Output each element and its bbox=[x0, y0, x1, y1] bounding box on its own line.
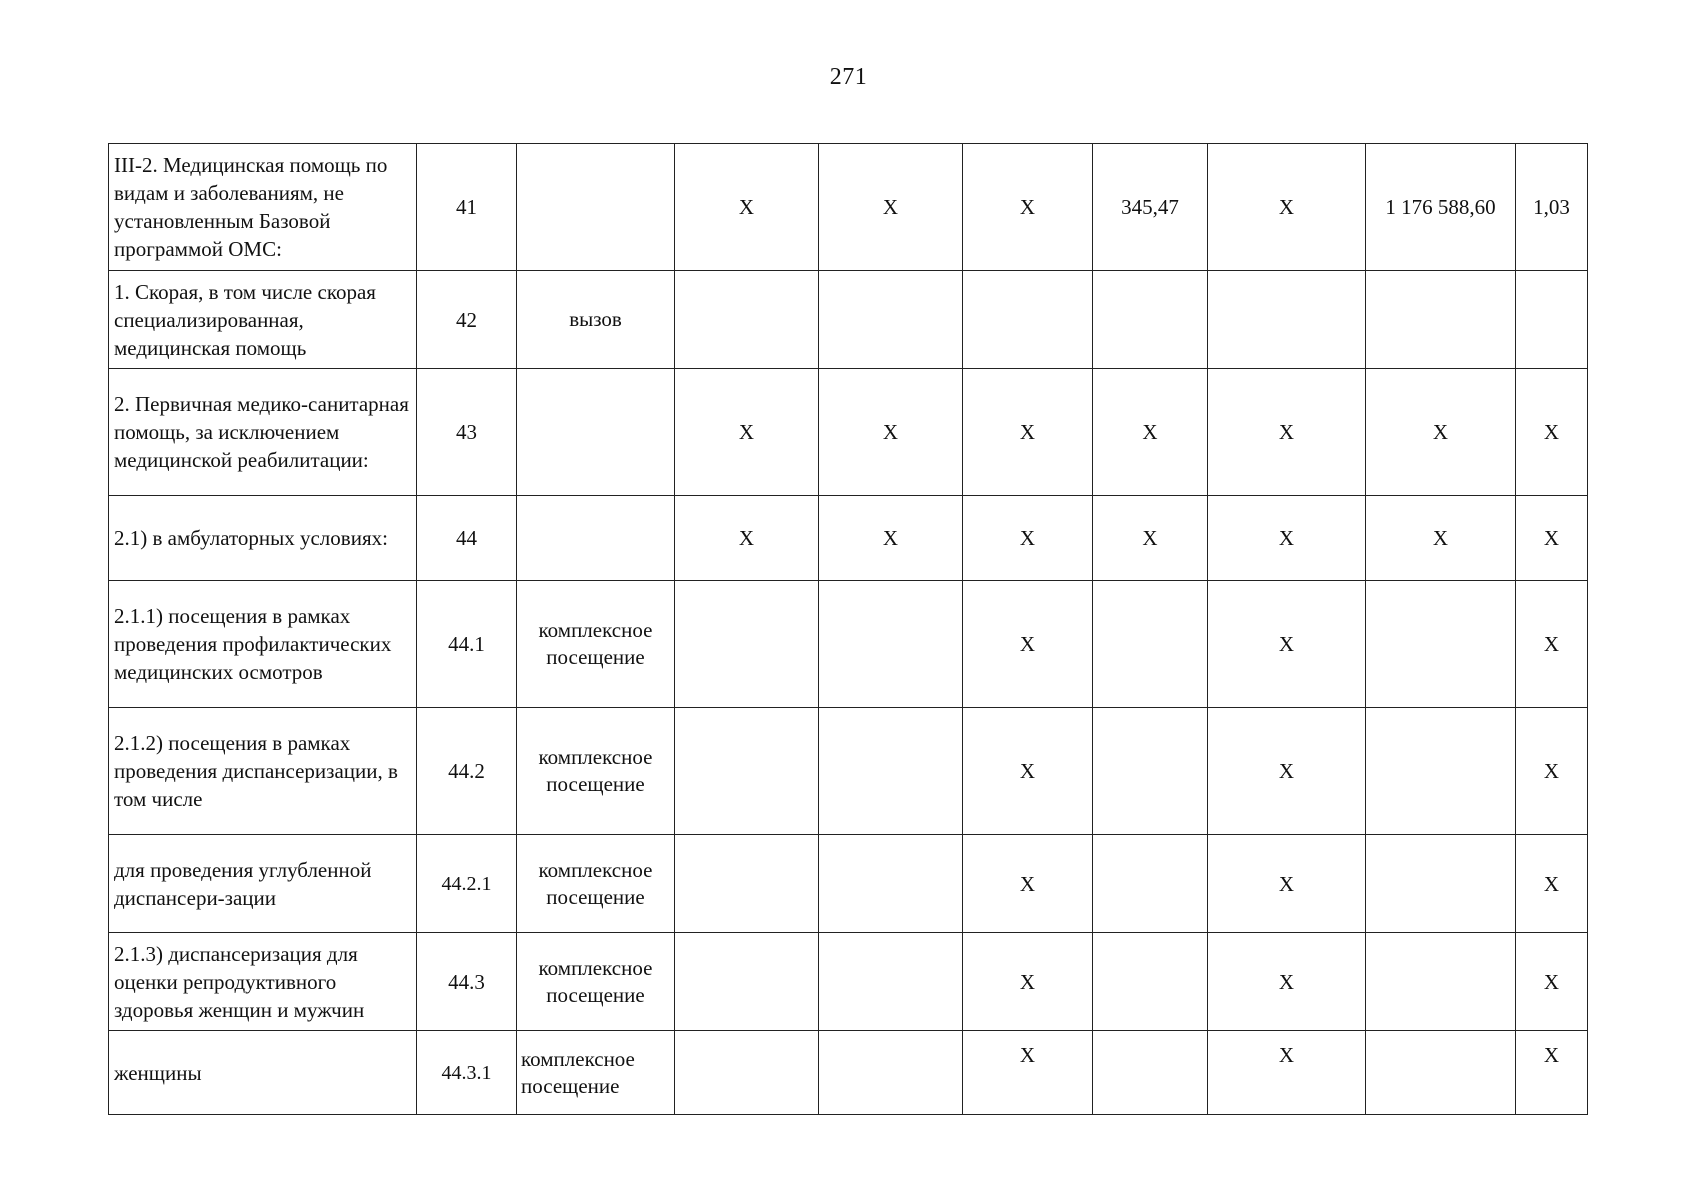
cell: Х bbox=[1208, 496, 1366, 581]
row-name: 2.1.1) посещения в рамках проведения профилактических медицинских осмотров bbox=[109, 581, 417, 708]
cell: Х bbox=[1516, 581, 1588, 708]
cell: Х bbox=[1516, 1031, 1588, 1115]
cell bbox=[1366, 271, 1516, 369]
cell: Х bbox=[1208, 933, 1366, 1031]
row-unit: комплексное посещение bbox=[517, 581, 675, 708]
cell bbox=[819, 1031, 963, 1115]
row-unit: комплексное посещение bbox=[517, 933, 675, 1031]
row-name: 2.1.2) посещения в рамках проведения диспансеризации, в том числе bbox=[109, 708, 417, 835]
cell: Х bbox=[1516, 496, 1588, 581]
cell bbox=[675, 271, 819, 369]
cell bbox=[1366, 933, 1516, 1031]
row-code: 43 bbox=[417, 369, 517, 496]
cell: Х bbox=[1208, 708, 1366, 835]
cell: Х bbox=[1093, 369, 1208, 496]
table-row bbox=[109, 496, 1588, 581]
cell: Х bbox=[819, 369, 963, 496]
row-unit bbox=[517, 144, 675, 271]
cell: Х bbox=[1516, 708, 1588, 835]
row-unit bbox=[517, 496, 675, 581]
cell: Х bbox=[675, 496, 819, 581]
cell: Х bbox=[963, 581, 1093, 708]
cell bbox=[675, 835, 819, 933]
cell: Х bbox=[675, 369, 819, 496]
row-code: 41 bbox=[417, 144, 517, 271]
row-unit: комплексное посещение bbox=[517, 835, 675, 933]
cell bbox=[1093, 271, 1208, 369]
table-row bbox=[109, 1031, 1588, 1115]
cell bbox=[1093, 1031, 1208, 1115]
cell bbox=[819, 581, 963, 708]
cell bbox=[1366, 708, 1516, 835]
cell: 1,03 bbox=[1516, 144, 1588, 271]
table-row bbox=[109, 708, 1588, 835]
cell: Х bbox=[1208, 581, 1366, 708]
cell bbox=[819, 271, 963, 369]
table-row bbox=[109, 144, 1588, 271]
cell: Х bbox=[1516, 369, 1588, 496]
cell: Х bbox=[1208, 1031, 1366, 1115]
cell: Х bbox=[819, 496, 963, 581]
cell: Х bbox=[819, 144, 963, 271]
row-code: 44 bbox=[417, 496, 517, 581]
page-number: 271 bbox=[829, 64, 868, 90]
cell: Х bbox=[963, 933, 1093, 1031]
row-code: 42 bbox=[417, 271, 517, 369]
cell: Х bbox=[1208, 835, 1366, 933]
cell bbox=[675, 708, 819, 835]
cell bbox=[1208, 271, 1366, 369]
cell: Х bbox=[963, 496, 1093, 581]
cell: Х bbox=[1208, 144, 1366, 271]
row-unit: комплексное посещение bbox=[517, 1031, 675, 1115]
row-name: 2.1.3) диспансеризация для оценки репродуктивного здоровья женщин и мужчин bbox=[109, 933, 417, 1031]
row-code: 44.2.1 bbox=[417, 835, 517, 933]
cell bbox=[819, 835, 963, 933]
cell: Х bbox=[1516, 933, 1588, 1031]
funding-table bbox=[108, 143, 1588, 1115]
cell: Х bbox=[963, 835, 1093, 933]
cell bbox=[819, 933, 963, 1031]
cell bbox=[1366, 1031, 1516, 1115]
cell bbox=[675, 581, 819, 708]
cell bbox=[675, 1031, 819, 1115]
cell bbox=[819, 708, 963, 835]
cell bbox=[675, 933, 819, 1031]
row-name: 1. Скорая, в том числе скорая специализированная, медицинская помощь bbox=[109, 271, 417, 369]
cell bbox=[1093, 581, 1208, 708]
cell bbox=[1093, 835, 1208, 933]
table-row bbox=[109, 271, 1588, 369]
row-code: 44.2 bbox=[417, 708, 517, 835]
row-unit bbox=[517, 369, 675, 496]
row-name: для проведения углубленной диспансери-зации bbox=[109, 835, 417, 933]
cell: Х bbox=[1366, 496, 1516, 581]
row-unit: комплексное посещение bbox=[517, 708, 675, 835]
cell: 1 176 588,60 bbox=[1366, 144, 1516, 271]
cell bbox=[1366, 835, 1516, 933]
cell: Х bbox=[675, 144, 819, 271]
cell bbox=[1366, 581, 1516, 708]
row-unit: вызов bbox=[517, 271, 675, 369]
cell: Х bbox=[1093, 496, 1208, 581]
table-row bbox=[109, 581, 1588, 708]
row-code: 44.3.1 bbox=[417, 1031, 517, 1115]
cell: Х bbox=[1366, 369, 1516, 496]
cell bbox=[1093, 933, 1208, 1031]
cell bbox=[1516, 271, 1588, 369]
cell: Х bbox=[963, 708, 1093, 835]
table-row bbox=[109, 835, 1588, 933]
cell: Х bbox=[963, 1031, 1093, 1115]
cell bbox=[1093, 708, 1208, 835]
table-row bbox=[109, 369, 1588, 496]
row-name: 2. Первичная медико-санитарная помощь, за исключением медицинской реабилитации: bbox=[109, 369, 417, 496]
cell: Х bbox=[963, 144, 1093, 271]
cell: 345,47 bbox=[1093, 144, 1208, 271]
table-row bbox=[109, 933, 1588, 1031]
cell: Х bbox=[963, 369, 1093, 496]
row-code: 44.3 bbox=[417, 933, 517, 1031]
row-code: 44.1 bbox=[417, 581, 517, 708]
cell: Х bbox=[1516, 835, 1588, 933]
row-name: женщины bbox=[109, 1031, 417, 1115]
cell bbox=[963, 271, 1093, 369]
cell: Х bbox=[1208, 369, 1366, 496]
row-name: 2.1) в амбулаторных условиях: bbox=[109, 496, 417, 581]
row-name: III-2. Медицинская помощь по видам и заболеваниям, не установленным Базовой программой ОМС: bbox=[109, 144, 417, 271]
